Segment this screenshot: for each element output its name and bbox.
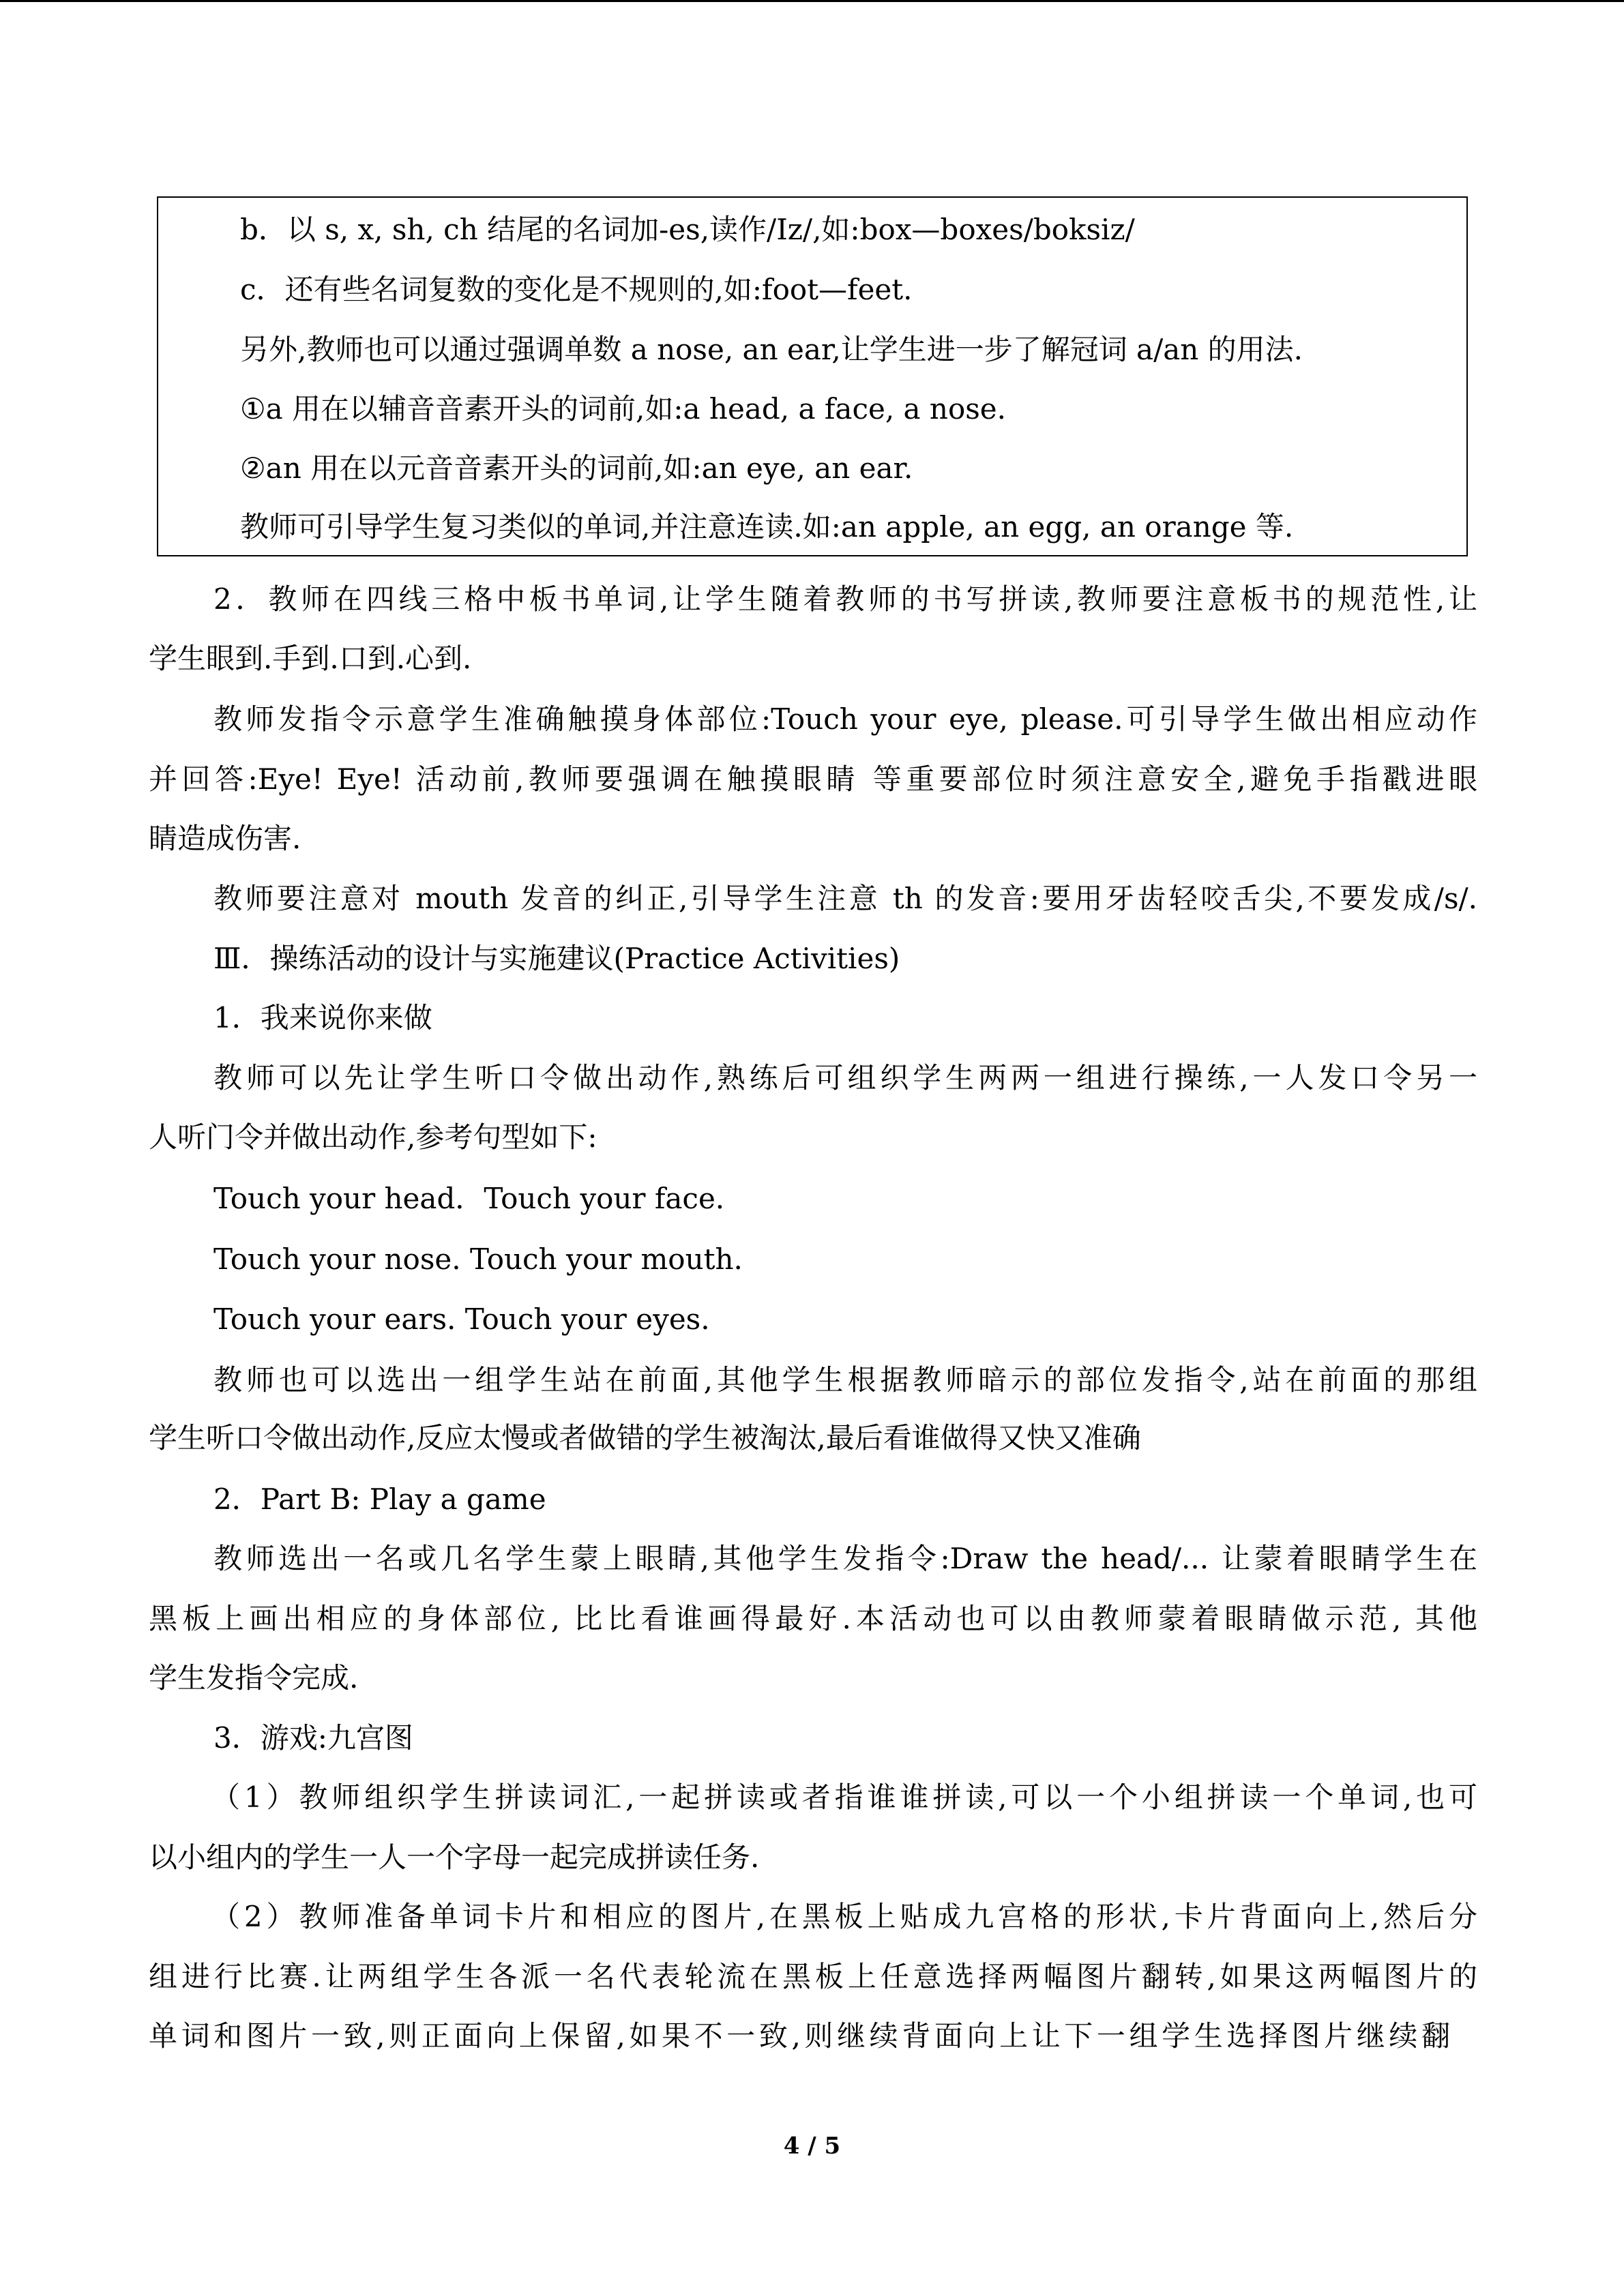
notes-line: 教师可引导学生复习类似的单词,并注意连读.如:an apple, an egg, an orange 等. <box>240 510 1294 543</box>
body-line: 教师也可以选出一组学生站在前面,其他学生根据教师暗示的部位发指令,站在前面的那组 <box>213 1363 1477 1397</box>
subheading: 3．游戏:九宫图 <box>213 1721 413 1755</box>
body-line: 教师可以先让学生听口令做出动作,熟练后可组织学生两两一组进行操练,一人发口令另一 <box>213 1061 1477 1094</box>
example-sentence: Touch your ears. Touch your eyes. <box>213 1302 710 1336</box>
body-line: 黑板上画出相应的身体部位, 比比看谁画得最好.本活动也可以由教师蒙着眼睛做示范, 其他 <box>149 1602 1477 1635</box>
body-line: 学生发指令完成. <box>149 1661 359 1695</box>
body-line: 人听门令并做出动作,参考句型如下: <box>149 1120 597 1154</box>
notes-line: b．以 s, x, sh, ch 结尾的名词加-es,读作/Iz/,如:box—boxes/boksiz/ <box>240 213 1135 246</box>
notes-box <box>157 196 1468 556</box>
body-line: 教师要注意对 mouth 发音的纠正,引导学生注意 th 的发音:要用牙齿轻咬舌尖,不要发成/s/. <box>213 882 1477 915</box>
body-line: 教师发指令示意学生准确触摸身体部位:Touch your eye, please.可引导学生做出相应动作 <box>213 702 1477 736</box>
notes-line: c．还有些名词复数的变化是不规则的,如:foot—feet. <box>240 273 913 306</box>
notes-line: ②an 用在以元音音素开头的词前,如:an eye, an ear. <box>240 451 913 485</box>
example-sentence: Touch your nose. Touch your mouth. <box>213 1242 743 1276</box>
body-line: 学生听口令做出动作,反应太慢或者做错的学生被淘汰,最后看谁做得又快又准确 <box>149 1421 1141 1455</box>
example-sentence: Touch your head．Touch your face. <box>213 1182 725 1215</box>
notes-line: ①a 用在以辅音音素开头的词前,如:a head, a face, a nose. <box>240 392 1007 426</box>
page-top-rule <box>0 0 1624 2</box>
body-line: 学生眼到.手到.口到.心到. <box>149 642 472 675</box>
body-line: 单词和图片一致,则正面向上保留,如果不一致,则继续背面向上让下一组学生选择图片继续翻 <box>149 2019 1450 2053</box>
body-line: （2）教师准备单词卡片和相应的图片,在黑板上贴成九宫格的形状,卡片背面向上,然后分 <box>211 1900 1477 1933</box>
section-heading: Ⅲ．操练活动的设计与实施建议(Practice Activities) <box>213 942 900 975</box>
subheading: 1．我来说你来做 <box>213 1001 432 1034</box>
notes-line: 另外,教师也可以通过强调单数 a nose, an ear,让学生进一步了解冠词 a/an 的用法. <box>240 333 1303 366</box>
subheading: 2．Part B: Play a game <box>213 1482 546 1516</box>
body-line: 组进行比赛.让两组学生各派一名代表轮流在黑板上任意选择两幅图片翻转,如果这两幅图片的 <box>149 1960 1477 1993</box>
body-line: 以小组内的学生一人一个字母一起完成拼读任务. <box>149 1840 760 1874</box>
body-line: 并回答:Eye! Eye! 活动前,教师要强调在触摸眼睛 等重要部位时须注意安全,避免手指戳进眼 <box>149 762 1477 796</box>
body-line: 2．教师在四线三格中板书单词,让学生随着教师的书写拼读,教师要注意板书的规范性,让 <box>213 582 1477 616</box>
body-line: 教师选出一名或几名学生蒙上眼睛,其他学生发指令:Draw the head/... 让蒙着眼睛学生在 <box>213 1542 1477 1575</box>
body-line: 睛造成伤害. <box>149 822 301 855</box>
page-number: 4 / 5 <box>783 2132 841 2160</box>
body-line: （1）教师组织学生拼读词汇,一起拼读或者指谁谁拼读,可以一个小组拼读一个单词,也可 <box>211 1780 1477 1814</box>
